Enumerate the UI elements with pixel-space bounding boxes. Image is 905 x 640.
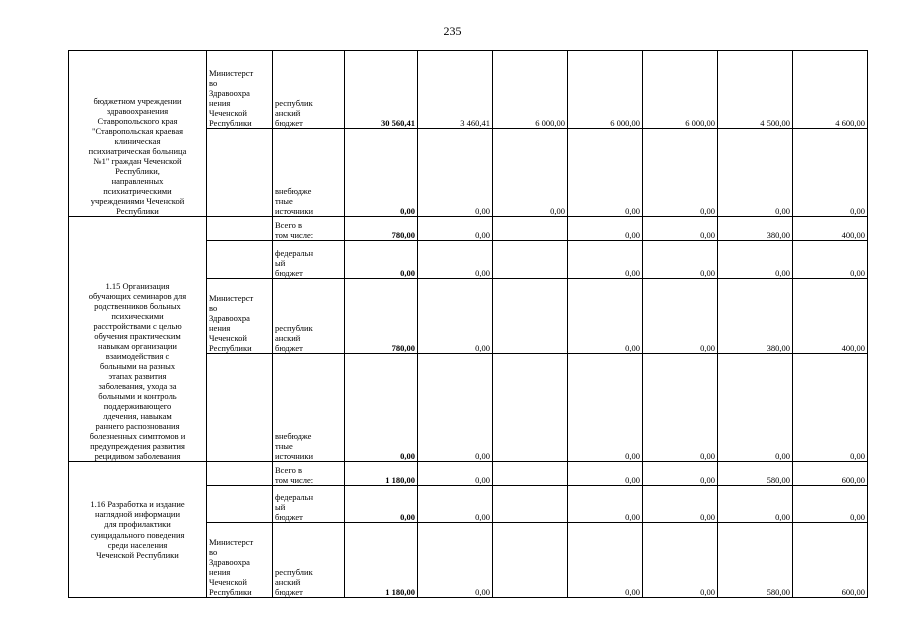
value-year: 6 000,00 — [568, 51, 643, 129]
funding-source-cell: внебюдже тные источники — [273, 354, 345, 462]
value-year: 6 000,00 — [643, 51, 718, 129]
value-year — [493, 279, 568, 354]
funding-source-cell: внебюдже тные источники — [273, 129, 345, 217]
value-year: 400,00 — [793, 279, 868, 354]
executor-cell: Министерст во Здравоохра нения Чеченской Республики — [207, 279, 273, 354]
value-year: 0,00 — [568, 486, 643, 523]
value-year: 0,00 — [643, 129, 718, 217]
value-year: 380,00 — [718, 279, 793, 354]
value-year — [493, 354, 568, 462]
value-year: 0,00 — [643, 486, 718, 523]
value-year: 0,00 — [643, 279, 718, 354]
value-total: 1 180,00 — [345, 462, 418, 486]
value-year: 0,00 — [568, 354, 643, 462]
value-year: 0,00 — [793, 241, 868, 279]
funding-source-cell: Всего в том числе: — [273, 217, 345, 241]
value-total: 0,00 — [345, 354, 418, 462]
value-year: 4 600,00 — [793, 51, 868, 129]
value-year: 4 500,00 — [718, 51, 793, 129]
value-total: 1 180,00 — [345, 523, 418, 598]
value-year: 0,00 — [493, 129, 568, 217]
value-year: 0,00 — [643, 462, 718, 486]
value-year: 0,00 — [418, 486, 493, 523]
value-year: 580,00 — [718, 462, 793, 486]
table-row — [69, 51, 868, 129]
value-year: 0,00 — [718, 129, 793, 217]
value-year — [493, 462, 568, 486]
value-year: 0,00 — [418, 279, 493, 354]
value-year: 0,00 — [568, 523, 643, 598]
executor-cell — [207, 486, 273, 523]
value-year: 0,00 — [568, 279, 643, 354]
value-year: 0,00 — [643, 217, 718, 241]
value-year: 580,00 — [718, 523, 793, 598]
value-year: 0,00 — [568, 241, 643, 279]
page-number: 235 — [443, 24, 462, 38]
value-total: 0,00 — [345, 486, 418, 523]
table-row — [69, 217, 868, 241]
value-total: 0,00 — [345, 129, 418, 217]
measure-description: 1.15 Организация обучающих семинаров для родственников больных психическими расстройствами с целью обучения практическим навыкам организации взаимодействия с больными на разных этапах развития заболевания, ухода за больными и контроль поддерживающего лдечения, навыкам раннего распознования болезненных симптомов и предупреждения развития рецидивом заболевания — [69, 217, 207, 462]
value-year: 0,00 — [718, 354, 793, 462]
value-year: 0,00 — [568, 462, 643, 486]
funding-source-cell: федеральн ый бюджет — [273, 486, 345, 523]
funding-source-cell: республик анский бюджет — [273, 279, 345, 354]
value-year: 0,00 — [418, 523, 493, 598]
value-total: 780,00 — [345, 217, 418, 241]
value-year: 400,00 — [793, 217, 868, 241]
value-year: 0,00 — [718, 241, 793, 279]
table-row — [69, 462, 868, 486]
value-year: 380,00 — [718, 217, 793, 241]
value-year: 0,00 — [568, 217, 643, 241]
value-year: 0,00 — [418, 129, 493, 217]
value-year: 3 460,41 — [418, 51, 493, 129]
value-total: 0,00 — [345, 241, 418, 279]
value-year: 0,00 — [793, 129, 868, 217]
value-year: 600,00 — [793, 523, 868, 598]
value-year: 600,00 — [793, 462, 868, 486]
funding-source-cell: Всего в том числе: — [273, 462, 345, 486]
executor-cell — [207, 217, 273, 241]
value-year: 0,00 — [643, 523, 718, 598]
value-year: 0,00 — [568, 129, 643, 217]
executor-cell — [207, 462, 273, 486]
executor-cell — [207, 241, 273, 279]
value-year — [493, 217, 568, 241]
value-year — [493, 486, 568, 523]
value-year: 0,00 — [418, 462, 493, 486]
executor-cell: Министерст во Здравоохра нения Чеченской Республики — [207, 523, 273, 598]
value-year: 0,00 — [418, 354, 493, 462]
value-year: 0,00 — [718, 486, 793, 523]
measure-description: бюджетном учреждении здравоохранения Ставропольского края "Ставропольская краевая клиническая психиатрическая больница №1" граждан Чеченской Республики, направленных психиатрическими учреждениями Чеченской Республики — [69, 51, 207, 217]
measure-description: 1.16 Разработка и издание наглядной информации для профилактики суицидального поведения среди населения Чеченской Республики — [69, 462, 207, 598]
value-year — [493, 241, 568, 279]
executor-cell — [207, 354, 273, 462]
value-year: 0,00 — [643, 354, 718, 462]
value-year: 6 000,00 — [493, 51, 568, 129]
executor-cell — [207, 129, 273, 217]
funding-source-cell: республик анский бюджет — [273, 523, 345, 598]
executor-cell: Министерст во Здравоохра нения Чеченской Республики — [207, 51, 273, 129]
value-year: 0,00 — [793, 354, 868, 462]
value-year: 0,00 — [793, 486, 868, 523]
value-year: 0,00 — [643, 241, 718, 279]
value-year: 0,00 — [418, 241, 493, 279]
budget-table — [68, 50, 868, 598]
funding-source-cell: федеральн ый бюджет — [273, 241, 345, 279]
value-year: 0,00 — [418, 217, 493, 241]
value-total: 780,00 — [345, 279, 418, 354]
value-total: 30 560,41 — [345, 51, 418, 129]
funding-source-cell: республик анский бюджет — [273, 51, 345, 129]
value-year — [493, 523, 568, 598]
